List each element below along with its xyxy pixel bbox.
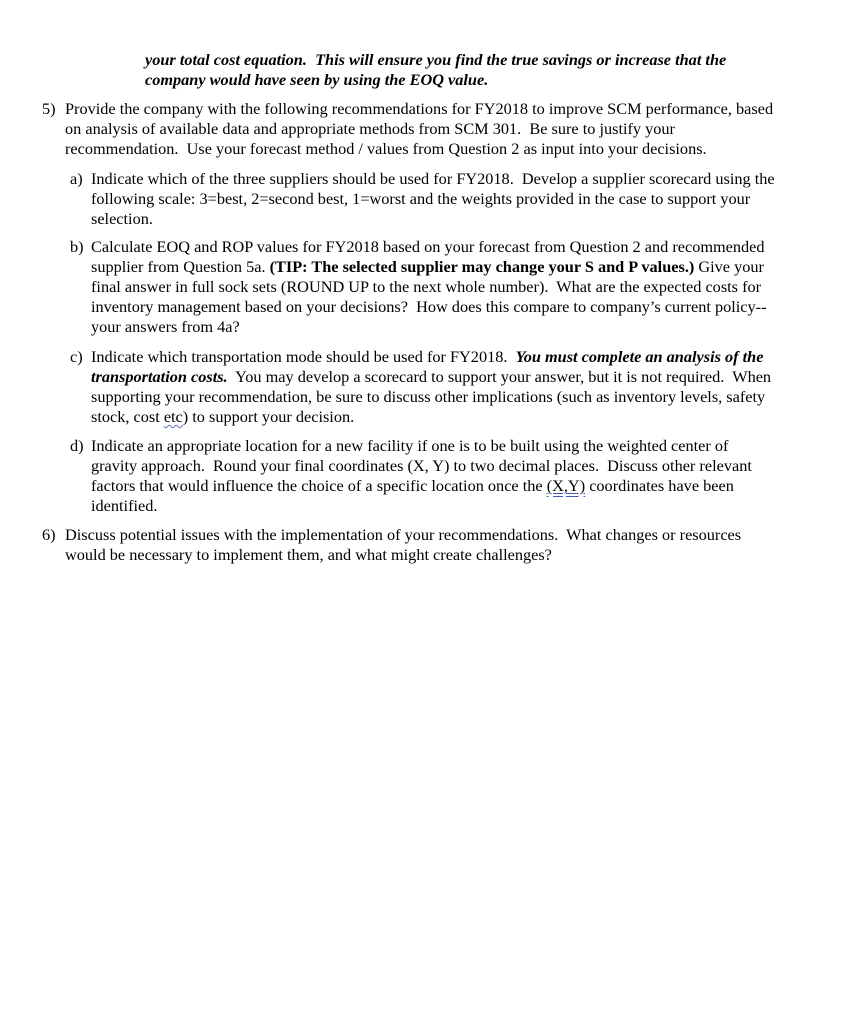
question-item (42, 525, 741, 565)
item-text (91, 169, 775, 229)
text-segment: following scale: 3=best, 2=second best, 1=worst and the weights provided in the case to support your (91, 189, 751, 208)
text-line (91, 257, 767, 277)
text-segment: ) to support your decision. (182, 407, 355, 426)
emphasis-text: You must complete an analysis of the (515, 347, 764, 366)
text-line (91, 407, 771, 427)
emphasis-text: your total cost equation. This will ensure you find the true savings or increase that the (145, 50, 727, 69)
text-line (91, 277, 767, 297)
text-line (145, 50, 726, 70)
item-number: b) (70, 237, 84, 256)
text-segment: gravity approach. Round your final coordinates (X, Y) to two decimal places. Discuss other relevant (91, 456, 752, 475)
text-line (65, 99, 773, 119)
item-number: 6) (42, 525, 56, 544)
text-line (91, 189, 775, 209)
marked-text: (X,Y) (546, 476, 586, 495)
emphasis-text: transportation costs. (91, 367, 228, 386)
item-number: 5) (42, 99, 56, 118)
item-text (91, 347, 771, 427)
text-segment: You may develop a scorecard to support your answer, but it is not required. When (227, 367, 772, 386)
text-segment: selection. (91, 209, 153, 228)
item-number: d) (70, 436, 84, 455)
text-line (91, 169, 775, 189)
text-segment: would be necessary to implement them, and what might create challenges? (65, 545, 552, 564)
text-line (91, 496, 752, 516)
text-segment: Indicate which transportation mode should be used for FY2018. (91, 347, 516, 366)
emphasis-text: company would have seen by using the EOQ value. (145, 70, 489, 89)
intro-note (145, 50, 726, 90)
text-line (91, 387, 771, 407)
text-line (91, 297, 767, 317)
text-segment: final answer in full sock sets (ROUND UP to the next whole number). What are the expected costs for (91, 277, 762, 296)
text-segment: recommendation. Use your forecast method / values from Question 2 as input into your decisions. (65, 139, 707, 158)
text-line (91, 347, 771, 367)
marked-text: etc (163, 407, 183, 426)
text-segment: your answers from 4a? (91, 317, 240, 336)
text-line (91, 476, 752, 496)
sub-question (70, 347, 771, 427)
text-segment: Discuss potential issues with the implementation of your recommendations. What changes or resources (65, 525, 742, 544)
text-segment: stock, cost (91, 407, 164, 426)
text-segment: coordinates have been (585, 476, 734, 495)
text-line (65, 545, 741, 565)
item-text (65, 99, 773, 159)
text-segment: Calculate EOQ and ROP values for FY2018 based on your forecast from Question 2 and recommended (91, 237, 765, 256)
text-line (145, 70, 726, 90)
sub-question (70, 436, 752, 516)
text-line (91, 456, 752, 476)
text-segment: Give your (694, 257, 764, 276)
text-line (65, 525, 741, 545)
item-text (91, 237, 767, 337)
text-line (91, 317, 767, 337)
text-line (65, 139, 773, 159)
text-line (91, 237, 767, 257)
text-line (91, 209, 775, 229)
item-number: a) (70, 169, 83, 188)
text-line (91, 436, 752, 456)
text-segment: identified. (91, 496, 158, 515)
question-item (42, 99, 773, 159)
text-segment: Indicate an appropriate location for a new facility if one is to be built using the weighted center of (91, 436, 729, 455)
text-line (65, 119, 773, 139)
text-segment: on analysis of available data and appropriate methods from SCM 301. Be sure to justify your (65, 119, 675, 138)
text-segment: inventory management based on your decisions? How does this compare to company’s current policy-- (91, 297, 767, 316)
item-number: c) (70, 347, 83, 366)
text-segment: Provide the company with the following recommendations for FY2018 to improve SCM performance, based (65, 99, 774, 118)
text-line (91, 367, 771, 387)
item-text (65, 525, 741, 565)
sub-question (70, 169, 775, 229)
text-segment: factors that would influence the choice of a specific location once the (91, 476, 547, 495)
text-segment: supporting your recommendation, be sure to discuss other implications (such as inventory levels, safety (91, 387, 766, 406)
text-segment: Indicate which of the three suppliers should be used for FY2018. Develop a supplier scorecard using the (91, 169, 775, 188)
item-text (91, 436, 752, 516)
text-segment: supplier from Question 5a. (91, 257, 270, 276)
emphasis-text: (TIP: The selected supplier may change your S and P values.) (269, 257, 695, 276)
sub-question (70, 237, 767, 337)
